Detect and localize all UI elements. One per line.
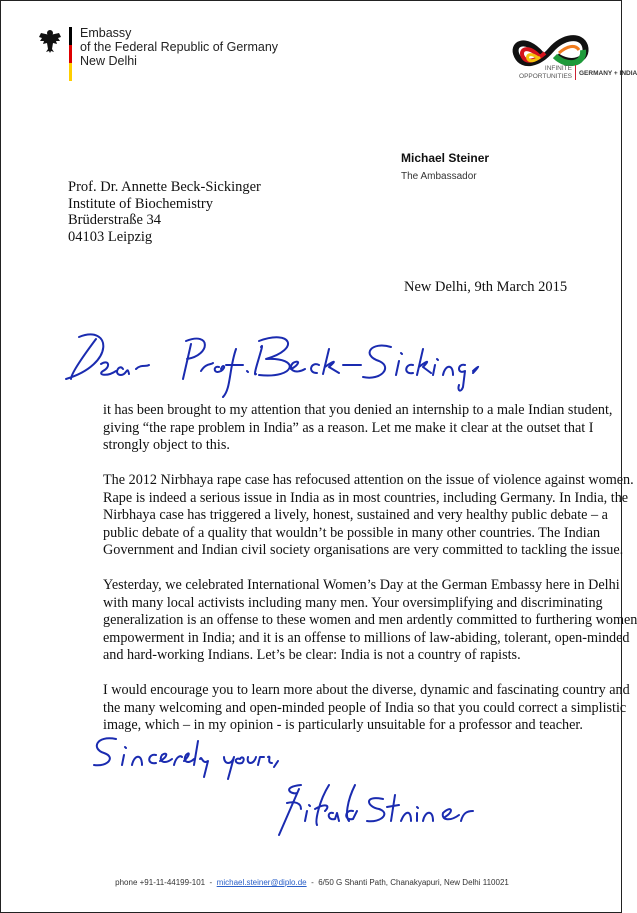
footer-separator: - (311, 878, 314, 887)
body-paragraph (103, 577, 637, 665)
body-line: it has been brought to my attention that you denied an internship to a male Indian student, (103, 402, 613, 418)
body-line: image, which – in my opinion - is particularly unsuitable for a professor and teacher. (103, 717, 583, 733)
footer-separator: - (209, 878, 213, 887)
flag-gold (69, 63, 72, 81)
body-line: generalization is an offense to these women and men ardently committed to furthering women (103, 612, 637, 628)
logo-brand: GERMANY + INDIA (579, 70, 637, 77)
body-paragraph (103, 682, 630, 735)
body-line: with many local activists including many men. Your oversimplifying and discriminating (103, 594, 603, 611)
body-line: Yesterday, we celebrated International Women’s Day at the German Embassy here in Delhi (103, 577, 620, 593)
logo-tagline-line: INFINITE (544, 65, 572, 72)
body-line: empowerment in India; and it is an offense to millions of law-abiding, tolerant, open-minded (103, 629, 630, 646)
sender-name: Michael Steiner (401, 151, 490, 165)
flag-black (69, 27, 72, 45)
address-line: 04103 Leipzig (68, 228, 153, 245)
logo-tagline (510, 65, 572, 81)
body-line: The 2012 Nirbhaya rape case has refocused attention on the issue of violence against women. (103, 472, 634, 488)
embassy-line: of the Federal Republic of Germany (80, 40, 279, 54)
body-line: and hard-working Indians. Let’s be clear: India is not a country of rapists. (103, 647, 521, 663)
body-paragraph (103, 402, 613, 455)
embassy-line: New Delhi (80, 54, 137, 68)
logo-tagline-line: OPPORTUNITIES (519, 73, 572, 80)
body-line: strongly object to this. (103, 437, 230, 453)
handwritten-signature (271, 781, 501, 841)
logo-divider (575, 65, 576, 80)
letter-footer (1, 878, 623, 887)
handwritten-salutation (61, 319, 481, 399)
flag-red (69, 45, 72, 63)
body-line: the many welcoming and open-minded people of India so that you could correct a simplistic (103, 699, 627, 716)
address-line: Prof. Dr. Annette Beck-Sickinger (68, 179, 261, 195)
email-link[interactable]: michael.steiner@diplo.de (216, 878, 307, 887)
recipient-address (68, 179, 261, 245)
postal-address: 6/50 G Shanti Path, Chanakyapuri, New Delhi 110021 (318, 878, 509, 887)
body-line: Government and Indian civil society organisations are very committed to tackling the issue. (103, 542, 624, 558)
body-line: Rape is indeed a serious issue in India as in most countries, including Germany. In India, the (103, 489, 629, 506)
handwritten-closing (86, 731, 286, 781)
body-paragraph (103, 472, 634, 560)
body-line: public debate of a quality that wouldn’t be possible in many other countries. The Indian (103, 524, 601, 541)
embassy-line: Embassy (80, 26, 132, 40)
embassy-name (80, 26, 278, 68)
body-line: Nirbhaya case has triggered a lively, honest, sustained and very healthy public debate – a (103, 507, 608, 523)
phone-number: +91-11-44199-101 (139, 878, 206, 887)
address-line: Institute of Biochemistry (68, 195, 213, 212)
address-line: Brüderstraße 34 (68, 212, 162, 228)
phone-label: phone (115, 878, 138, 887)
body-line: giving “the rape problem in India” as a reason. Let me make it clear at the outset that I (103, 419, 594, 436)
letter-date: New Delhi, 9th March 2015 (404, 279, 568, 295)
body-line: I would encourage you to learn more about the diverse, dynamic and fascinating country and (103, 682, 630, 698)
flag-bar (69, 27, 72, 81)
sender-title: The Ambassador (401, 171, 477, 182)
letter-body (103, 402, 637, 752)
federal-eagle-icon (38, 27, 62, 53)
